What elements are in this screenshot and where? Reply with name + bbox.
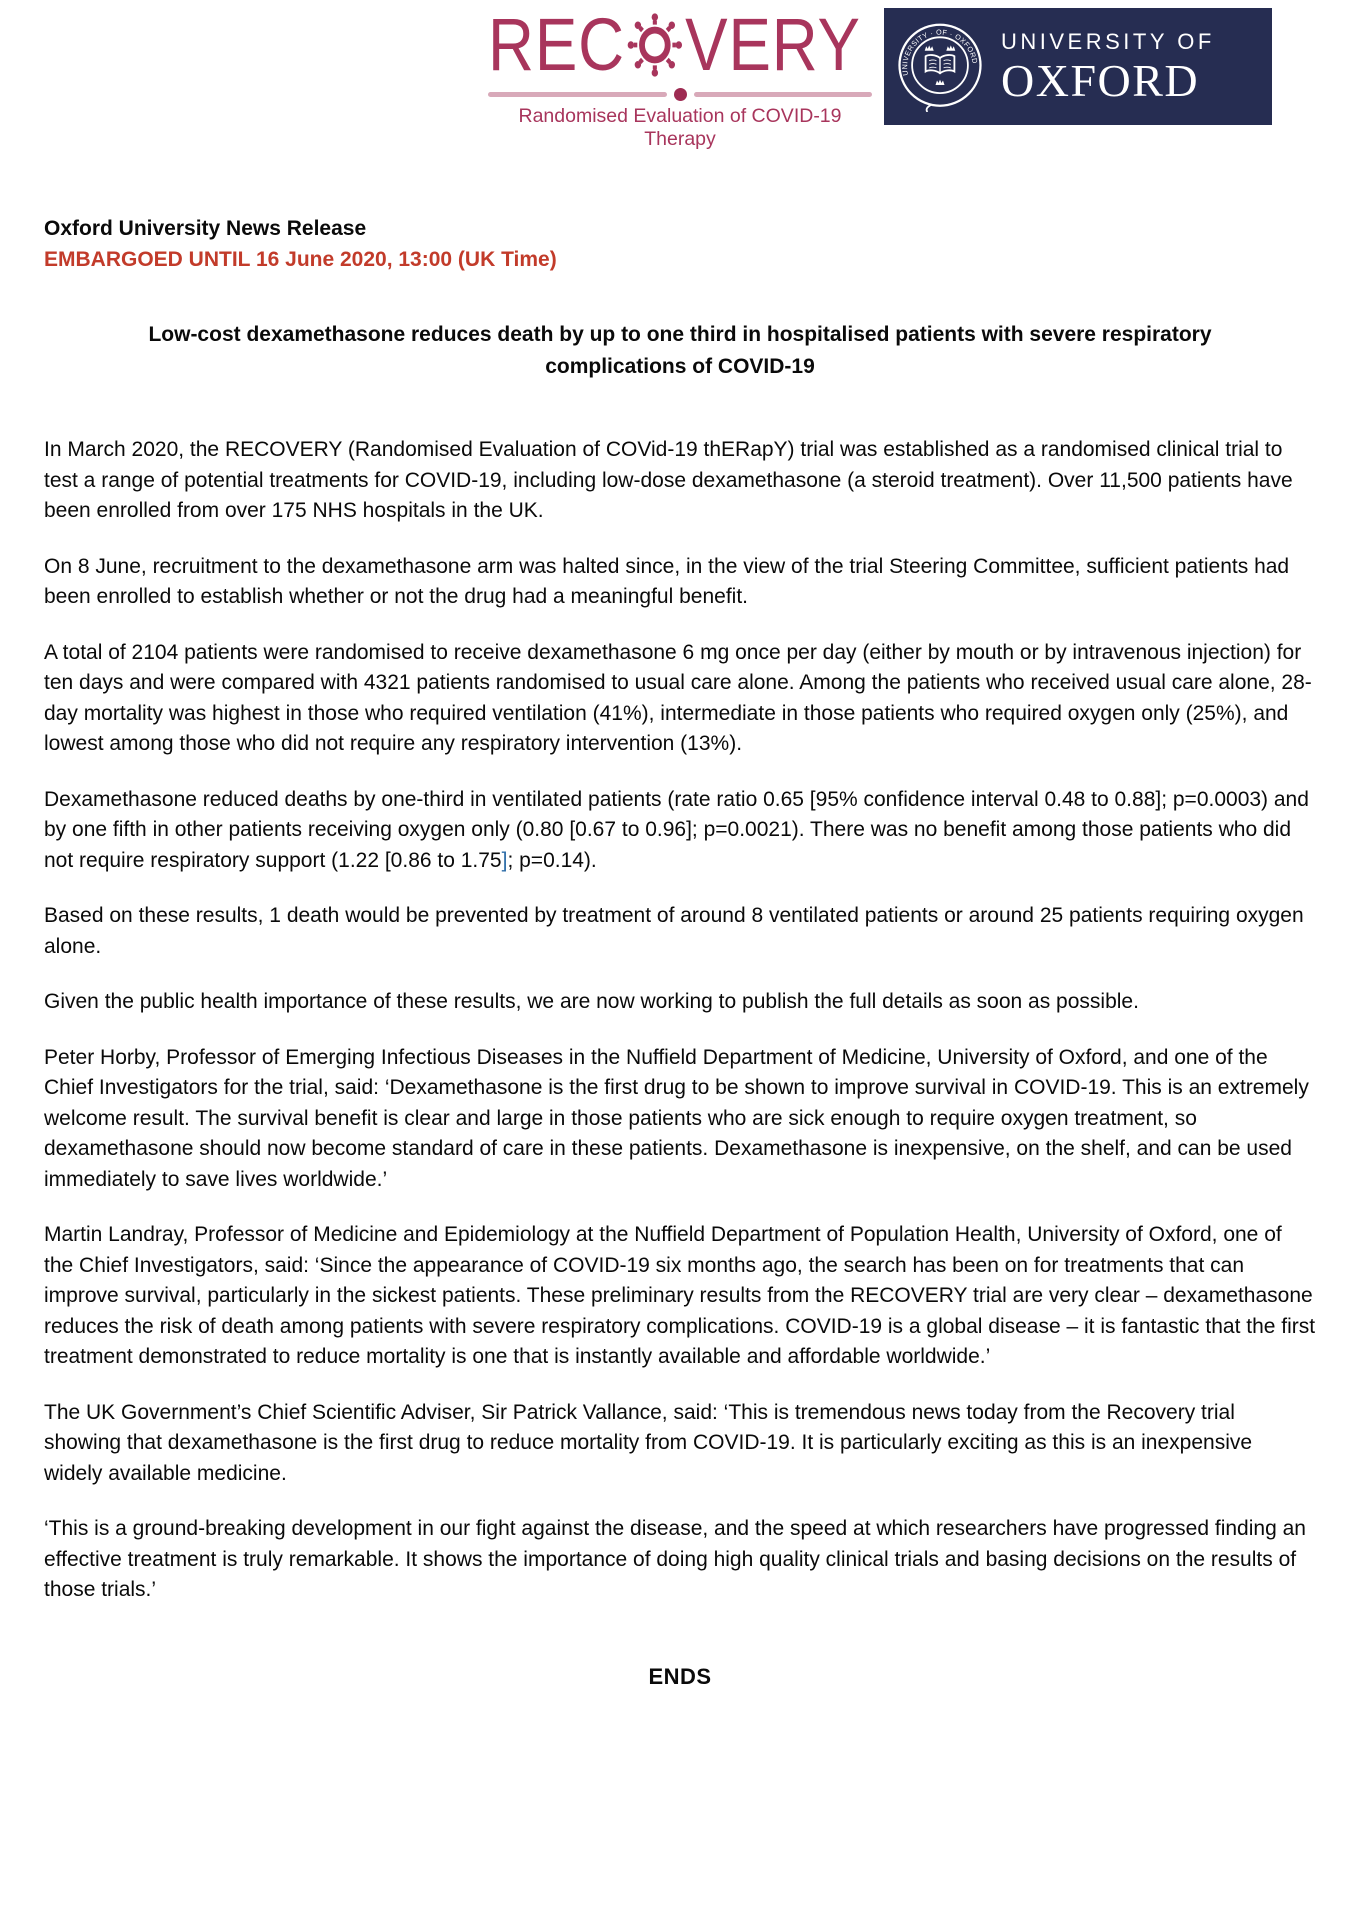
- release-body: [44, 213, 1316, 1690]
- paragraph-landray-quote: Martin Landray, Professor of Medicine and Epidemiology at the Nuffield Department of Population Health, University of Oxford, one of the Chief Investigators, said: ‘Since the appearance of COVID-19 six months ago, the search has been on for treatments that can improve survival, particularly in the sickest patients. These preliminary results from the RECOVERY trial are very clear – dexamethasone reduces the risk of death among patients with severe respiratory complications. COVID-19 is a global disease – it is fantastic that the first treatment demonstrated to reduce mortality is one that is instantly available and affordable worldwide.’: [44, 1223, 1316, 1368]
- oxford-university-logo: [884, 8, 1272, 125]
- recovery-divider: [488, 88, 872, 101]
- header-logos: [0, 0, 1360, 150]
- divider-dot: [674, 88, 687, 101]
- paragraph-randomisation-results: A total of 2104 patients were randomised to receive dexamethasone 6 mg once per day (either by mouth or by intravenous injection) for ten days and were compared with 4321 patients randomised to usual care alone. Among the patients who received usual care alone, 28-day mortality was highest in those who required ventilation (41%), intermediate in those patients who required oxygen only (25%), and lowest among those who did not require any respiratory intervention (13%).: [44, 640, 1312, 755]
- recovery-wordmark: [488, 3, 861, 86]
- release-kicker: Oxford University News Release: [44, 217, 367, 240]
- oxford-crest-icon: [895, 22, 985, 112]
- oxford-logo-line1: UNIVERSITY OF: [1001, 29, 1215, 54]
- recovery-wordmark-left: REC: [488, 3, 625, 86]
- paragraph-mortality-reduction: [44, 785, 1316, 877]
- p4-blue-bracket: ]: [501, 848, 508, 872]
- divider-line-left: [488, 92, 667, 97]
- p4-text-pre: Dexamethasone reduced deaths by one-third in ventilated patients (rate ratio 0.65 [95% confidence interval 0.48 to 0.88]; p=0.0003) and by one fifth in other patients receiving oxygen only (0.80 [0.67 to 0.96]; p=0.0021). There was no benefit among those patients who did not require respiratory support (1.22 [0.86 to 1.75: [44, 787, 1309, 872]
- paragraph-trial-background: In March 2020, the RECOVERY (Randomised Evaluation of COVid-19 thERapY) trial was established as a randomised clinical trial to test a range of potential treatments for COVID-19, including low-dose dexamethasone (a steroid treatment). Over 11,500 patients have been enrolled from over 175 NHS hospitals in the UK.: [44, 438, 1293, 522]
- paragraph-horby-quote: Peter Horby, Professor of Emerging Infectious Diseases in the Nuffield Department of Medicine, University of Oxford, and one of the Chief Investigators for the trial, said: ‘Dexamethasone is the first drug to be shown to improve survival in COVID-19. This is an extremely welcome result. The survival benefit is clear and large in those patients who are sick enough to require oxygen treatment, so dexamethasone should now become standard of care in these patients. Dexamethasone is inexpensive, on the shelf, and can be used immediately to save lives worldwide.’: [44, 1045, 1309, 1191]
- paragraph-deaths-prevented: Based on these results, 1 death would be prevented by treatment of around 8 ventilated patients or around 25 patients requiring oxygen alone.: [44, 904, 1304, 958]
- ends-marker: ENDS: [648, 1663, 712, 1689]
- recovery-tagline: Randomised Evaluation of COVID-19 Therapy: [518, 105, 842, 150]
- paragraph-publication: Given the public health importance of these results, we are now working to publish the full details as soon as possible.: [44, 990, 1139, 1013]
- coronavirus-icon: [626, 11, 684, 79]
- release-title: Low-cost dexamethasone reduces death by up to one third in hospitalised patients with severe respiratory complications of COVID-19: [148, 323, 1212, 378]
- recovery-trial-logo: [488, 3, 872, 151]
- oxford-logo-text: [1001, 29, 1215, 104]
- paragraph-recruitment-halted: On 8 June, recruitment to the dexamethasone arm was halted since, in the view of the trial Steering Committee, sufficient patients had been enrolled to establish whether or not the drug had a meaningful benefit.: [44, 554, 1290, 608]
- divider-line-right: [694, 92, 873, 97]
- oxford-crest-text: UNIVERSITY · OF · OXFORD: [900, 27, 980, 76]
- p4-text-post: ; p=0.14).: [507, 848, 597, 872]
- recovery-wordmark-right: VERY: [685, 3, 861, 86]
- paragraph-vallance-quote-2: ‘This is a ground-breaking development in our fight against the disease, and the speed at which researchers have progressed finding an effective treatment is truly remarkable. It shows the importance of doing high quality clinical trials and basing decisions on the results of those trials.’: [44, 1517, 1306, 1601]
- paragraph-vallance-quote: The UK Government’s Chief Scientific Adviser, Sir Patrick Vallance, said: ‘This is tremendous news today from the Recovery trial showing that dexamethasone is the first drug to reduce mortality from COVID-19. It is particularly exciting as this is an inexpensive widely available medicine.: [44, 1400, 1253, 1485]
- embargo-notice: EMBARGOED UNTIL 16 June 2020, 13:00 (UK Time): [44, 248, 557, 271]
- oxford-logo-line2: OXFORD: [1001, 55, 1200, 106]
